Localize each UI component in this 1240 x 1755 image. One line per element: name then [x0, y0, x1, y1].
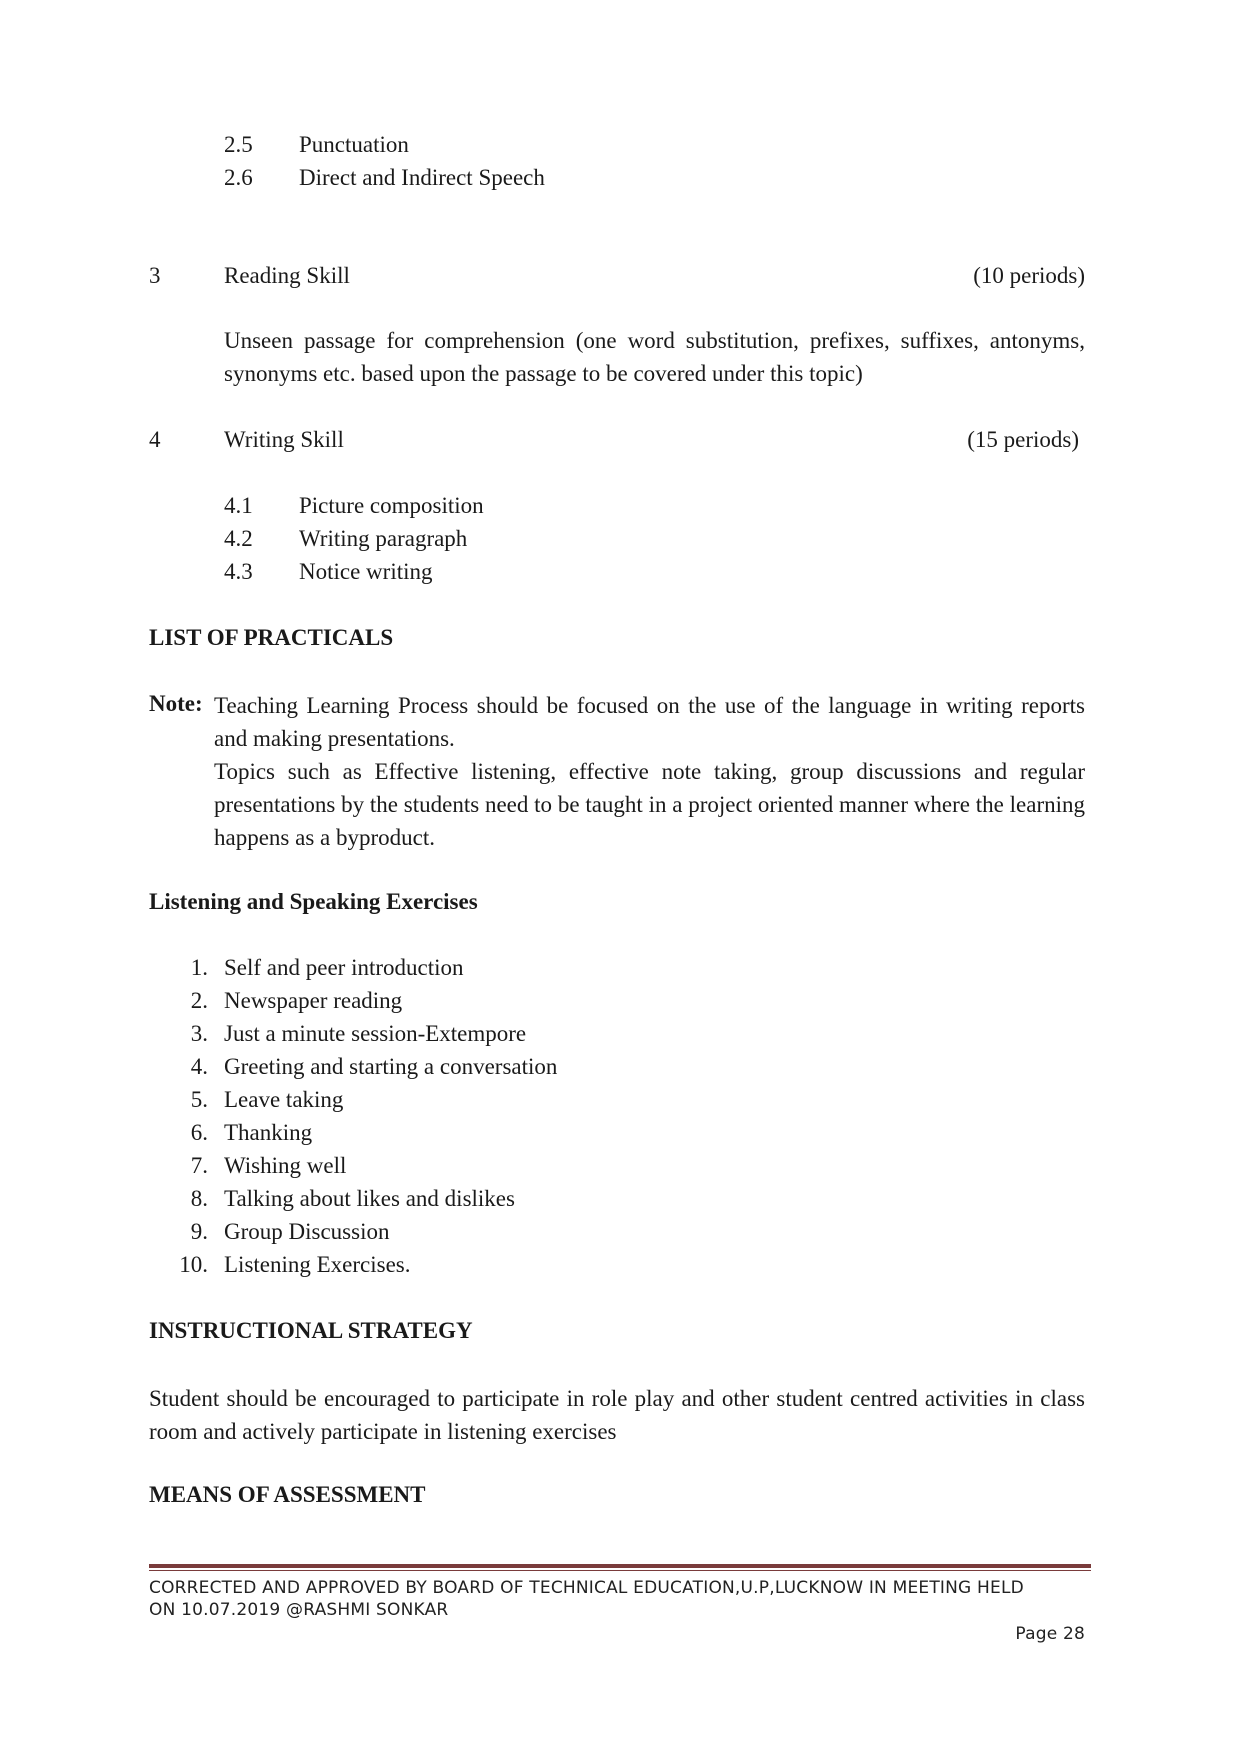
- item-number: 4.1: [224, 493, 253, 518]
- exercises-heading: Listening and Speaking Exercises: [149, 889, 478, 914]
- list-number: 3.: [190, 1021, 208, 1046]
- list-number: 9.: [190, 1219, 208, 1244]
- list-number: 6.: [190, 1120, 208, 1145]
- list-item: Newspaper reading: [224, 988, 403, 1013]
- section-periods: (15 periods): [967, 427, 1079, 452]
- item-text: Punctuation: [299, 132, 409, 157]
- footer-divider: [149, 1564, 1091, 1568]
- item-number: 2.6: [224, 165, 253, 190]
- list-number: 5.: [190, 1087, 208, 1112]
- strategy-body: Student should be encouraged to participate in role play and other student centred activities in class room and actively participate in listening exercises: [149, 1386, 1085, 1444]
- footer-approval-line2: ON 10.07.2019 @RASHMI SONKAR: [149, 1600, 449, 1620]
- list-item: Thanking: [224, 1120, 313, 1145]
- footer-approval-line1: CORRECTED AND APPROVED BY BOARD OF TECHNICAL EDUCATION,U.P,LUCKNOW IN MEETING HELD: [149, 1578, 1024, 1598]
- section-title: Reading Skill: [224, 263, 350, 288]
- list-number: 4.: [190, 1054, 208, 1079]
- note-paragraph: Topics such as Effective listening, effective note taking, group discussions and regular presentations by the students need to be taught in a project oriented manner where the learning happens as a byproduct.: [214, 759, 1085, 850]
- page-number: Page 28: [1015, 1624, 1085, 1644]
- list-item: Leave taking: [224, 1087, 344, 1112]
- list-item: Group Discussion: [224, 1219, 390, 1244]
- list-item: Just a minute session-Extempore: [224, 1021, 527, 1046]
- item-text: Writing paragraph: [299, 526, 468, 551]
- item-text: Notice writing: [299, 559, 433, 584]
- note-label: Note:: [149, 691, 203, 716]
- section-body: Unseen passage for comprehension (one word substitution, prefixes, suffixes, antonyms, synonyms etc. based upon the passage to be covered under this topic): [224, 328, 1085, 386]
- list-item: Greeting and starting a conversation: [224, 1054, 558, 1079]
- section-periods: (10 periods): [973, 263, 1085, 288]
- list-number: 1.: [190, 955, 208, 980]
- footer-divider-thin: [149, 1570, 1091, 1571]
- list-item: Listening Exercises.: [224, 1252, 411, 1277]
- note-paragraph: Teaching Learning Process should be focused on the use of the language in writing reports and making presentations.: [214, 693, 1085, 751]
- item-number: 4.2: [224, 526, 253, 551]
- list-item: Wishing well: [224, 1153, 347, 1178]
- item-number: 4.3: [224, 559, 253, 584]
- section-number: 4: [149, 427, 161, 452]
- section-number: 3: [149, 263, 161, 288]
- list-number: 10.: [179, 1252, 208, 1277]
- item-text: Picture composition: [299, 493, 484, 518]
- item-number: 2.5: [224, 132, 253, 157]
- list-number: 7.: [190, 1153, 208, 1178]
- list-number: 2.: [190, 988, 208, 1013]
- section-title: Writing Skill: [224, 427, 344, 452]
- list-number: 8.: [190, 1186, 208, 1211]
- practicals-heading: LIST OF PRACTICALS: [149, 625, 394, 650]
- item-text: Direct and Indirect Speech: [299, 165, 545, 190]
- list-item: Self and peer introduction: [224, 955, 464, 980]
- assessment-heading: MEANS OF ASSESSMENT: [149, 1482, 426, 1507]
- list-item: Talking about likes and dislikes: [224, 1186, 515, 1211]
- strategy-heading: INSTRUCTIONAL STRATEGY: [149, 1318, 473, 1343]
